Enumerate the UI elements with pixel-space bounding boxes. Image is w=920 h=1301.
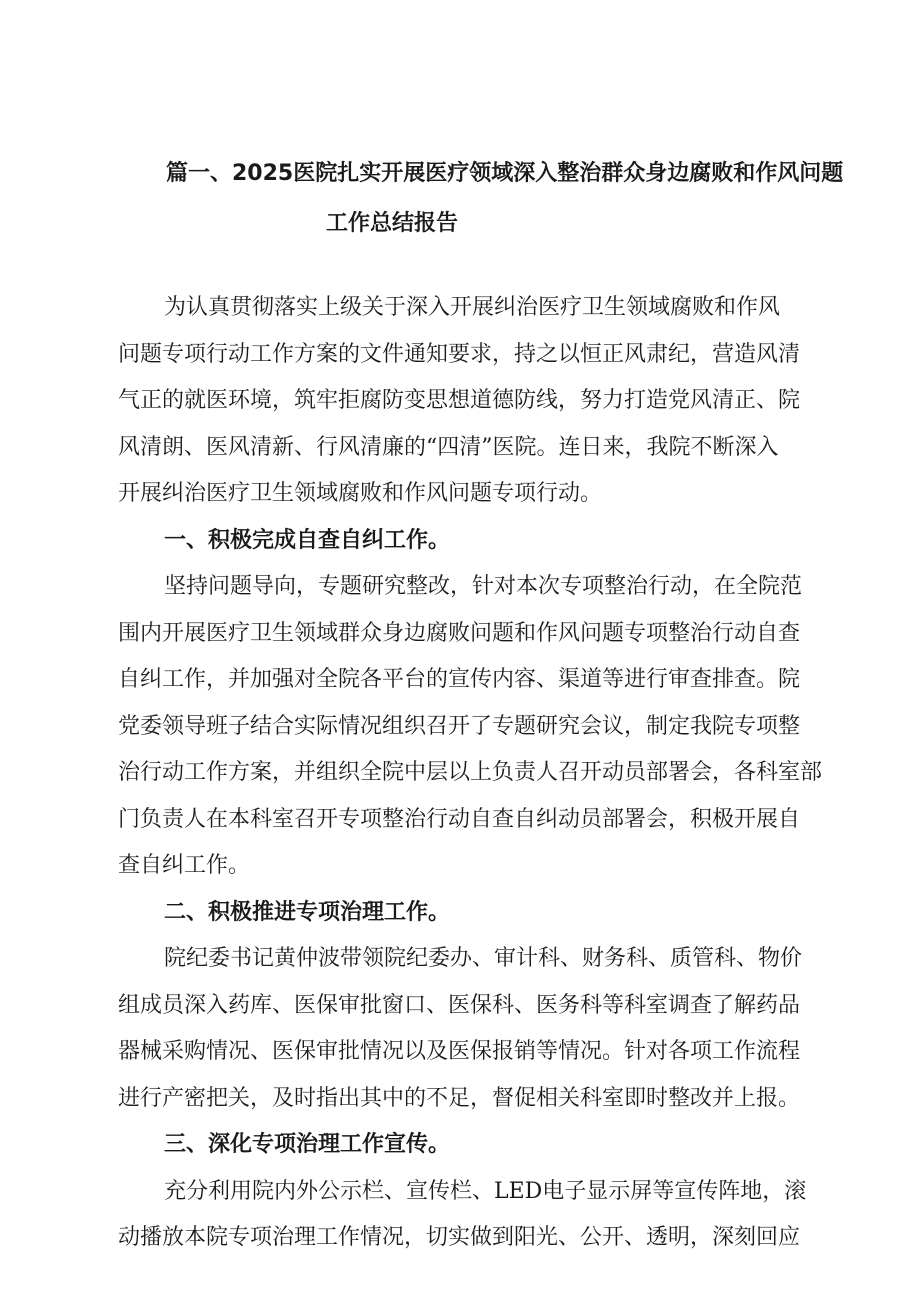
paragraph-line: 治行动工作方案，并组织全院中层以上负责人召开动员部署会，各科室部 — [118, 760, 823, 785]
paragraph-line: 围内开展医疗卫生领域群众身边腐败问题和作风问题专项整治行动自查 — [118, 620, 801, 646]
section-heading-3: 三、深化专项治理工作宣传。 — [164, 1132, 451, 1157]
paragraph-line: 党委领导班子结合实际情况组织召开了专题研究会议，制定我院专项整 — [118, 713, 801, 739]
paragraph-line: 风清朗、医风清新、行风清廉的“四清”医院。连日来，我院不断深入 — [118, 434, 779, 460]
paragraph-line: 器械采购情况、医保审批情况以及医保报销等情况。针对各项工作流程 — [118, 1039, 801, 1064]
paragraph-line: 气正的就医环境，筑牢拒腐防变思想道德防线，努力打造党风清正、院 — [118, 388, 801, 413]
paragraph-line: 进行产密把关，及时指出其中的不足，督促相关科室即时整改并上报。 — [118, 1085, 801, 1111]
document-title-line2: 工作总结报告 — [326, 211, 459, 236]
paragraph-line: 自纠工作，并加强对全院各平台的宣传内容、渠道等进行审查排查。院 — [118, 667, 801, 692]
paragraph-line: 充分利用院内外公示栏、宣传栏、LED电子显示屏等宣传阵地，滚 — [164, 1178, 807, 1204]
paragraph-line: 动播放本院专项治理工作情况，切实做到阳光、公开、透明，深刻回应 — [118, 1225, 801, 1250]
document-body — [118, 285, 834, 1262]
paragraph-line: 查自纠工作。 — [118, 853, 251, 878]
paragraph-line: 坚持问题导向，专题研究整改，针对本次专项整治行动，在全院范 — [164, 574, 803, 599]
paragraph-line: 组成员深入药库、医保审批窗口、医保科、医务科等科室调查了解药品 — [118, 992, 801, 1018]
section-heading-1: 一、积极完成自查自纠工作。 — [164, 527, 451, 553]
paragraph-line: 为认真贯彻落实上级关于深入开展纠治医疗卫生领域腐败和作风 — [164, 295, 781, 320]
paragraph-line: 门负责人在本科室召开专项整治行动自查自纠动员部署会，积极开展自 — [118, 806, 801, 832]
paragraph-line: 开展纠治医疗卫生领域腐败和作风问题专项行动。 — [118, 481, 603, 506]
section-heading-2: 二、积极推进专项治理工作。 — [164, 899, 451, 925]
document-title-line1: 篇一、2025医院扎实开展医疗领域深入整治群众身边腐败和作风问题 — [166, 161, 844, 186]
paragraph-line: 院纪委书记黄仲波带领院纪委办、审计科、财务科、质管科、物价 — [164, 946, 803, 971]
paragraph-line: 问题专项行动工作方案的文件通知要求，持之以恒正风肃纪，营造风清 — [118, 341, 801, 367]
